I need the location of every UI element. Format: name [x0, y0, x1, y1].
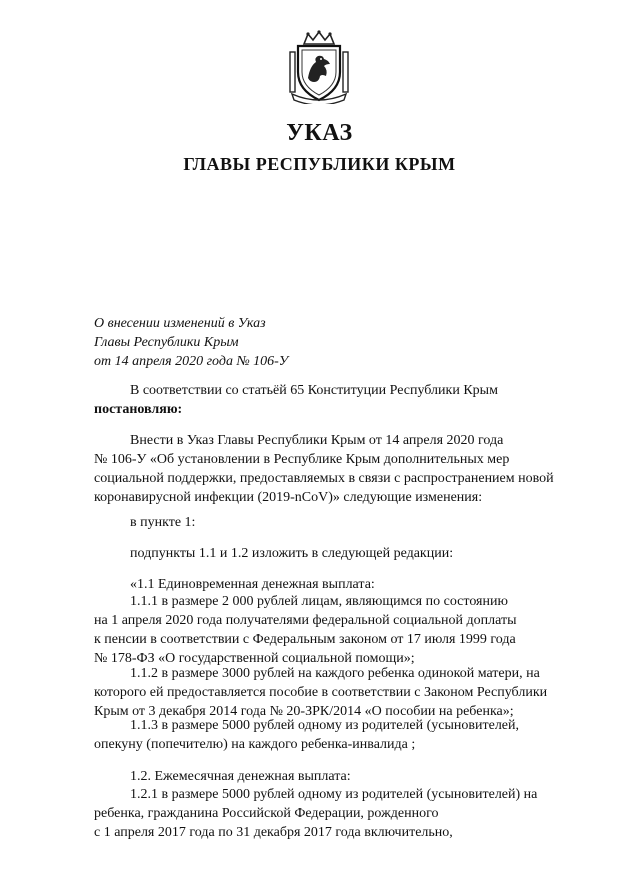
paragraph-line: 1.1.2 в размере 3000 рублей на каждого ребенка одинокой матери, на	[130, 666, 540, 681]
section-1-2-1	[94, 785, 584, 842]
paragraph-line: в пункте 1:	[130, 515, 196, 530]
section-1-2-heading	[94, 767, 584, 786]
paragraph-line: № 178-ФЗ «О государственной социальной помощи»;	[94, 651, 415, 666]
paragraph-line: 1.1.3 в размере 5000 рублей одному из родителей (усыновителей,	[130, 718, 520, 733]
paragraph-line: № 106-У «Об установлении в Республике Крым дополнительных мер	[94, 452, 510, 467]
paragraph-line: Внести в Указ Главы Республики Крым от 14 апреля 2020 года	[130, 433, 504, 448]
document-title: УКАЗ	[286, 120, 353, 146]
paragraph-line: которого ей предоставляется пособие в соответствии с Законом Республики	[94, 685, 548, 700]
subject-line: Главы Республики Крым	[94, 335, 239, 350]
paragraph-line: к пенсии в соответствии с Федеральным законом от 17 июля 1999 года	[94, 632, 516, 647]
section-1-1-3	[94, 716, 584, 754]
paragraph-line: на 1 апреля 2020 года получателями федеральной социальной доплаты	[94, 613, 517, 628]
paragraph-line: 1.1.1 в размере 2 000 рублей лицам, являющимся по состоянию	[130, 594, 508, 609]
intro-paragraph	[94, 431, 584, 507]
document-subject	[94, 314, 414, 371]
paragraph-line: 1.2.1 в размере 5000 рублей одному из родителей (усыновителей) на	[130, 787, 538, 802]
crimea-coat-of-arms-icon	[286, 30, 352, 104]
subpoints-paragraph	[94, 544, 584, 563]
subject-line: О внесении изменений в Указ	[94, 316, 266, 331]
paragraph-line: социальной поддержки, предоставляемых в связи с распространением новой	[94, 471, 554, 486]
paragraph-line: Крым от 3 декабря 2014 года № 20-ЗРК/2014 «О пособии на ребенка»;	[94, 704, 514, 719]
subject-line: от 14 апреля 2020 года № 106-У	[94, 354, 289, 369]
paragraph-line: 1.2. Ежемесячная денежная выплата:	[130, 769, 351, 784]
document-subtitle: ГЛАВЫ РЕСПУБЛИКИ КРЫМ	[183, 154, 456, 174]
paragraph-line: подпункты 1.1 и 1.2 изложить в следующей редакции:	[130, 546, 454, 561]
section-1-1-2	[94, 664, 584, 721]
paragraph-line: «1.1 Единовременная денежная выплата:	[130, 577, 375, 592]
paragraph-line: В соответствии со статьёй 65 Конституции Республики Крым	[130, 383, 498, 398]
paragraph-line: опекуну (попечителю) на каждого ребенка-инвалида ;	[94, 737, 416, 752]
section-1-1-1	[94, 592, 584, 668]
paragraph-line-bold: постановляю:	[94, 402, 183, 417]
paragraph-line: ребенка, гражданина Российской Федерации, рожденного	[94, 806, 439, 821]
point1-paragraph	[94, 513, 584, 532]
paragraph-line: коронавирусной инфекции (2019-nCoV)» следующие изменения:	[94, 490, 483, 505]
preamble-paragraph	[94, 381, 584, 419]
paragraph-line: с 1 апреля 2017 года по 31 декабря 2017 года включительно,	[94, 825, 453, 840]
